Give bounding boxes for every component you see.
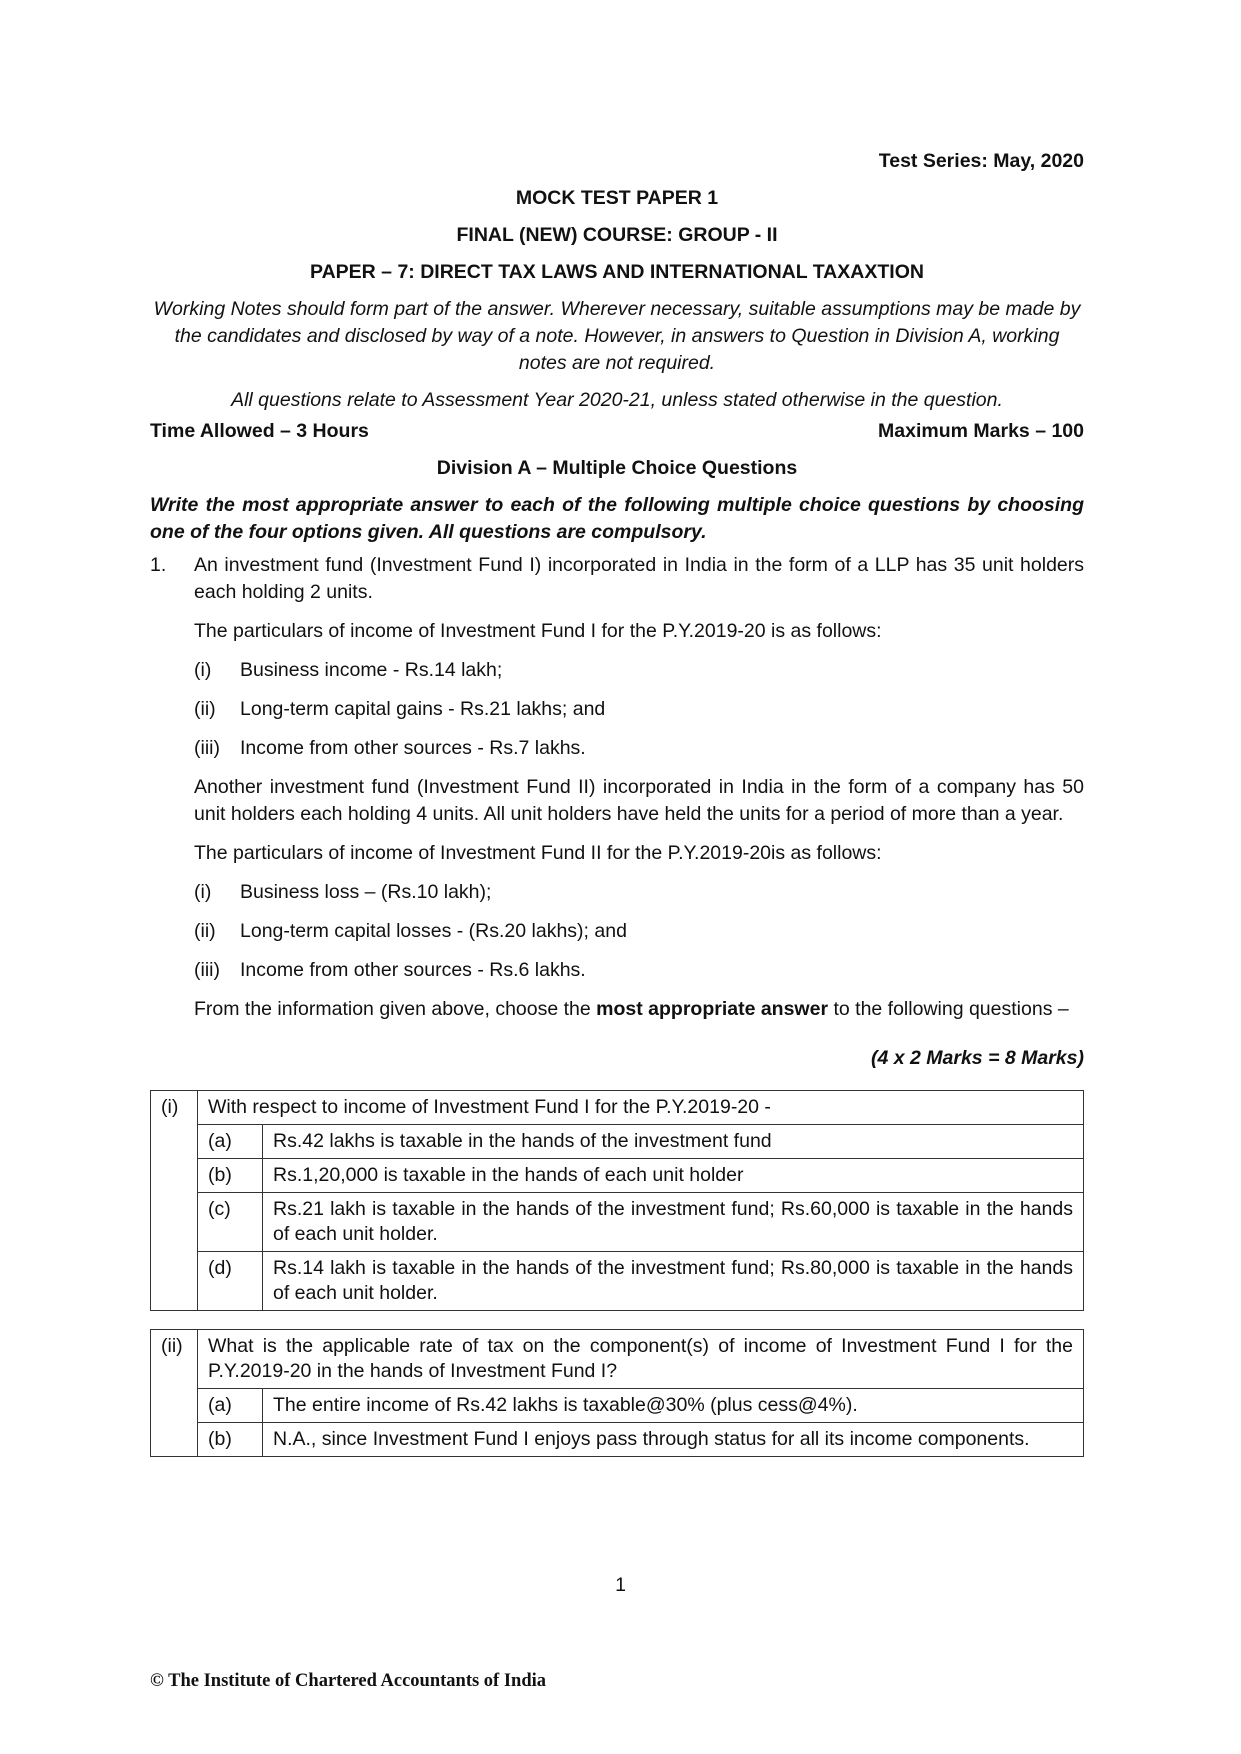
fund1-lead: The particulars of income of Investment Fund I for the P.Y.2019-20 is as follows: bbox=[194, 620, 882, 642]
mcq-table-2 bbox=[150, 1329, 1084, 1457]
item-number: (iii) bbox=[194, 959, 220, 981]
item-number: (i) bbox=[194, 881, 212, 903]
list-item bbox=[194, 735, 1084, 762]
list-item bbox=[194, 918, 1084, 945]
option-label: (a) bbox=[198, 1389, 263, 1423]
table-row bbox=[151, 1423, 1084, 1457]
table-row bbox=[151, 1330, 1084, 1389]
list-item bbox=[194, 696, 1084, 723]
option-text: The entire income of Rs.42 lakhs is taxable@30% (plus cess@4%). bbox=[263, 1389, 1084, 1423]
option-label: (a) bbox=[198, 1125, 263, 1159]
item-text: Income from other sources - Rs.7 lakhs. bbox=[240, 737, 586, 759]
item-number: (i) bbox=[194, 659, 212, 681]
footer-copyright: © The Institute of Chartered Accountants of India bbox=[150, 1671, 547, 1691]
option-label: (c) bbox=[198, 1193, 263, 1252]
list-item bbox=[194, 657, 1084, 684]
item-number: (ii) bbox=[194, 920, 216, 942]
option-text: N.A., since Investment Fund I enjoys pass through status for all its income components. bbox=[263, 1423, 1084, 1457]
item-text: Long-term capital gains - Rs.21 lakhs; and bbox=[240, 698, 606, 720]
list-item bbox=[194, 957, 1084, 984]
working-notes: Working Notes should form part of the answer. Wherever necessary, suitable assumptions may be made by the candidates and disclosed by way of a note. However, in answers to Question in Division A, working notes are not required. bbox=[153, 298, 1081, 374]
page bbox=[150, 148, 1084, 1457]
item-text: Long-term capital losses - (Rs.20 lakhs); and bbox=[240, 920, 627, 942]
test-series-label: Test Series: May, 2020 bbox=[878, 150, 1084, 172]
time-marks-row bbox=[150, 418, 1084, 445]
option-text: Rs.1,20,000 is taxable in the hands of each unit holder bbox=[263, 1159, 1084, 1193]
question-number: 1. bbox=[150, 554, 167, 576]
fund2-lead: The particulars of income of Investment Fund II for the P.Y.2019-20is as follows: bbox=[194, 842, 882, 864]
fund2-intro: Another investment fund (Investment Fund II) incorporated in India in the form of a company has 50 unit holders each holding 4 units. All unit holders have held the units for a period of more than a year. bbox=[194, 776, 1084, 825]
question-body bbox=[194, 552, 1084, 1035]
option-text: Rs.42 lakhs is taxable in the hands of the investment fund bbox=[263, 1125, 1084, 1159]
list-item bbox=[194, 879, 1084, 906]
choose-text-bold: most appropriate answer bbox=[596, 998, 829, 1020]
item-text: Income from other sources - Rs.6 lakhs. bbox=[240, 959, 586, 981]
option-text: Rs.21 lakh is taxable in the hands of the investment fund; Rs.60,000 is taxable in the hands of each unit holder. bbox=[263, 1193, 1084, 1252]
maximum-marks: Maximum Marks – 100 bbox=[878, 420, 1084, 442]
option-label: (b) bbox=[198, 1423, 263, 1457]
option-label: (b) bbox=[198, 1159, 263, 1193]
mcq-number: (ii) bbox=[151, 1330, 198, 1457]
table-row bbox=[151, 1159, 1084, 1193]
assessment-year-note: All questions relate to Assessment Year 2020-21, unless stated otherwise in the question. bbox=[231, 389, 1003, 411]
table-row bbox=[151, 1091, 1084, 1125]
table-row bbox=[151, 1125, 1084, 1159]
question-intro: An investment fund (Investment Fund I) incorporated in India in the form of a LLP has 35 unit holders each holding 2 units. bbox=[194, 554, 1084, 603]
mcq-table-1 bbox=[150, 1090, 1084, 1311]
option-text: Rs.14 lakh is taxable in the hands of the investment fund; Rs.80,000 is taxable in the hands of each unit holder. bbox=[263, 1252, 1084, 1311]
item-text: Business income - Rs.14 lakh; bbox=[240, 659, 503, 681]
table-row bbox=[151, 1252, 1084, 1311]
mcq-number: (i) bbox=[151, 1091, 198, 1311]
mcq-question: What is the applicable rate of tax on the component(s) of income of Investment Fund I for the P.Y.2019-20 in the hands of Investment Fund I? bbox=[198, 1330, 1084, 1389]
item-text: Business loss – (Rs.10 lakh); bbox=[240, 881, 492, 903]
option-label: (d) bbox=[198, 1252, 263, 1311]
table-row bbox=[151, 1389, 1084, 1423]
choose-instruction bbox=[194, 996, 1084, 1023]
mcq-question: With respect to income of Investment Fund I for the P.Y.2019-20 - bbox=[198, 1091, 1084, 1125]
item-number: (iii) bbox=[194, 737, 220, 759]
page-number: 1 bbox=[615, 1574, 626, 1596]
choose-text-after: to the following questions – bbox=[828, 998, 1069, 1020]
question-1 bbox=[150, 552, 1084, 1035]
course-title: FINAL (NEW) COURSE: GROUP - II bbox=[456, 224, 778, 246]
marks-allocation: (4 x 2 Marks = 8 Marks) bbox=[871, 1047, 1084, 1069]
table-row bbox=[151, 1193, 1084, 1252]
division-heading: Division A – Multiple Choice Questions bbox=[436, 457, 798, 479]
choose-text-before: From the information given above, choose the bbox=[194, 998, 597, 1020]
paper-subject-title: PAPER – 7: DIRECT TAX LAWS AND INTERNATIONAL TAXAXTION bbox=[310, 261, 924, 283]
paper-title: MOCK TEST PAPER 1 bbox=[515, 187, 719, 209]
time-allowed: Time Allowed – 3 Hours bbox=[150, 420, 369, 442]
item-number: (ii) bbox=[194, 698, 216, 720]
instructions: Write the most appropriate answer to each of the following multiple choice questions by choosing one of the four options given. All questions are compulsory. bbox=[150, 494, 1084, 543]
